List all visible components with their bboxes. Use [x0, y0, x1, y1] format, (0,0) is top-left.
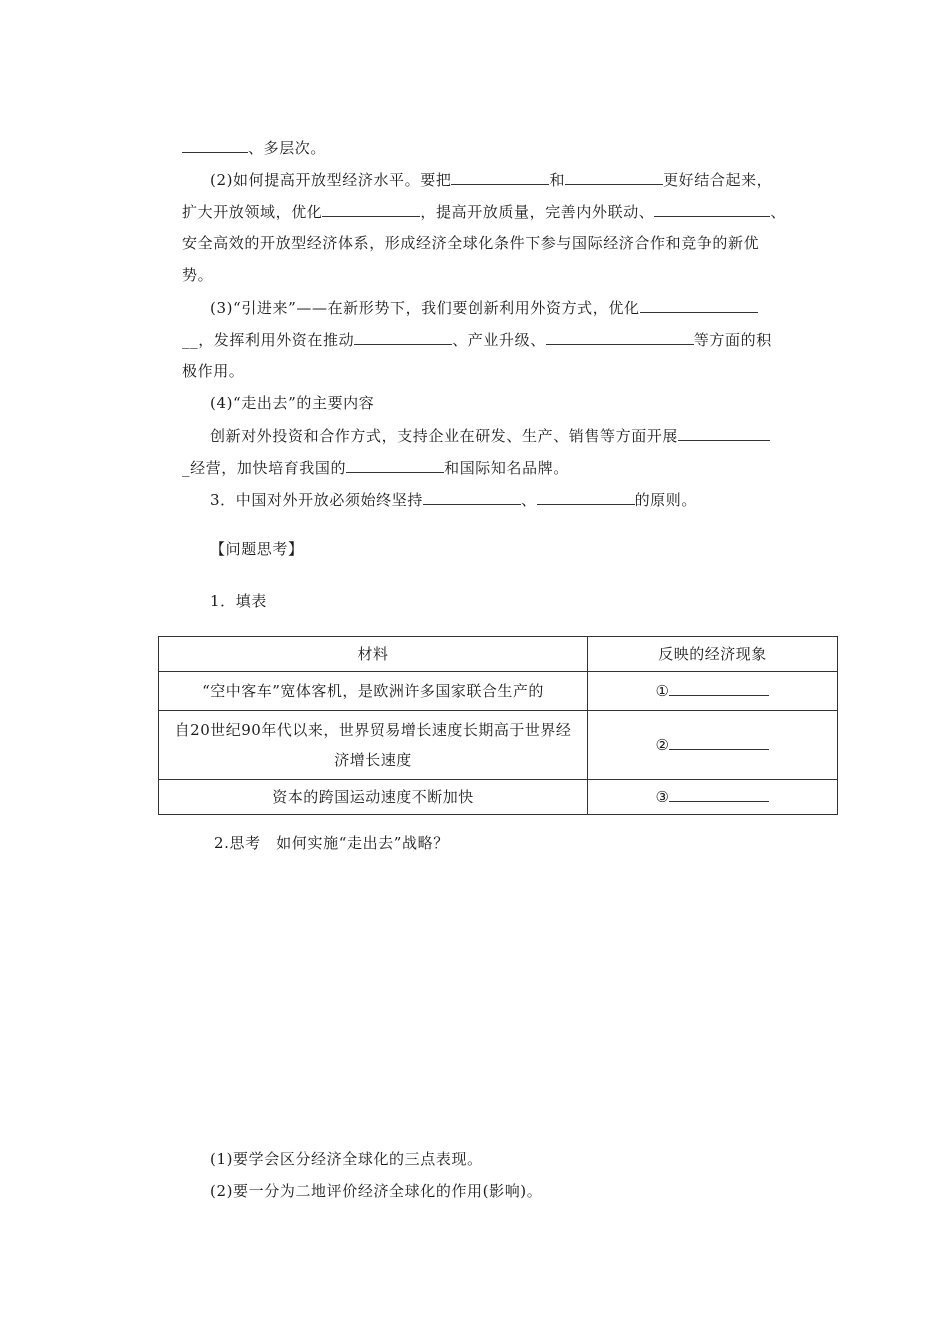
table-header-material: 材料 — [159, 637, 588, 672]
blank-9[interactable] — [678, 424, 770, 441]
text-line-2 — [210, 168, 772, 191]
line-11-text-b: 和国际知名品牌。 — [444, 459, 569, 477]
answer-marker: ② — [655, 736, 670, 754]
line-11-text-a: _经营，加快培育我国的 — [182, 459, 347, 477]
tip-1: (1)要学会区分经济全球化的三点表现。 — [210, 1150, 483, 1168]
text-line-7 — [182, 328, 772, 351]
table-header-phenomenon: 反映的经济现象 — [588, 637, 838, 672]
question-1: 1．填表 — [210, 592, 267, 610]
line-10-text-a: 创新对外投资和合作方式，支持企业在研发、生产、销售等方面开展 — [210, 427, 679, 445]
table-row — [159, 711, 838, 780]
line-2-text-a: (2)如何提高开放型经济水平。要把 — [210, 171, 452, 189]
text-line-8: 极作用。 — [182, 362, 245, 380]
table-cell-answer[interactable] — [588, 711, 838, 780]
text-line-6 — [210, 296, 758, 319]
blank-1[interactable] — [182, 136, 248, 153]
text-line-1 — [182, 136, 326, 159]
table-header-row — [159, 637, 838, 672]
table-cell-material: 资本的跨国运动速度不断加快 — [159, 780, 588, 815]
tip-2: (2)要一分为二地评价经济全球化的作用(影响)。 — [210, 1182, 543, 1200]
line-2-text-b: 和 — [549, 171, 566, 189]
text-line-5: 势。 — [182, 266, 214, 284]
blank-11[interactable] — [423, 488, 521, 505]
text-line-9: (4)“走出去”的主要内容 — [210, 394, 375, 412]
blank-3[interactable] — [565, 168, 663, 185]
table-cell-answer[interactable] — [588, 672, 838, 711]
line-3-text-b: ，提高开放质量，完善内外联动、 — [420, 203, 655, 221]
text-line-4: 安全高效的开放型经济体系，形成经济全球化条件下参与国际经济合作和竞争的新优 — [182, 234, 760, 252]
line-12-text-c: 的原则。 — [634, 491, 697, 509]
line-2-text-c: 更好结合起来， — [663, 171, 773, 189]
line-3-text-a: 扩大开放领域，优化 — [182, 203, 323, 221]
line-12-text-b: 、 — [520, 491, 537, 509]
blank-4[interactable] — [322, 200, 420, 217]
line-7-text-c: 等方面的积 — [693, 331, 772, 349]
blank-5[interactable] — [654, 200, 770, 217]
blank-12[interactable] — [537, 488, 635, 505]
answer-blank[interactable] — [669, 681, 769, 696]
text-line-12 — [210, 488, 697, 511]
blank-6[interactable] — [640, 296, 758, 313]
blank-8[interactable] — [546, 328, 694, 345]
blank-2[interactable] — [451, 168, 549, 185]
question-2: 2.思考 如何实施“走出去”战略？ — [214, 834, 449, 852]
table-row — [159, 672, 838, 711]
blank-7[interactable] — [354, 328, 452, 345]
answer-blank[interactable] — [669, 735, 769, 750]
table-cell-material: 自20世纪90年代以来，世界贸易增长速度长期高于世界经济增长速度 — [159, 711, 588, 780]
table-row — [159, 780, 838, 815]
blank-10[interactable] — [346, 456, 444, 473]
line-7-text-b: 、产业升级、 — [452, 331, 546, 349]
line-6-text-a: (3)“引进来”——在新形势下，我们要创新利用外资方式，优化 — [210, 299, 640, 317]
line-3-text-c: 、 — [770, 203, 787, 221]
text-line-10 — [210, 424, 770, 447]
text-line-11 — [182, 456, 569, 479]
line-1-text: 、多层次。 — [248, 139, 327, 157]
answer-marker: ① — [655, 682, 670, 700]
section-heading: 【问题思考】 — [210, 540, 304, 558]
table-cell-material: “空中客车”宽体客机，是欧洲许多国家联合生产的 — [159, 672, 588, 711]
line-7-text-a: __，发挥利用外资在推动 — [182, 331, 355, 349]
table-cell-answer[interactable] — [588, 780, 838, 815]
fill-table — [158, 636, 838, 815]
answer-marker: ③ — [655, 788, 670, 806]
answer-blank[interactable] — [669, 787, 769, 802]
text-line-3 — [182, 200, 786, 223]
line-12-text-a: 3．中国对外开放必须始终坚持 — [210, 491, 423, 509]
